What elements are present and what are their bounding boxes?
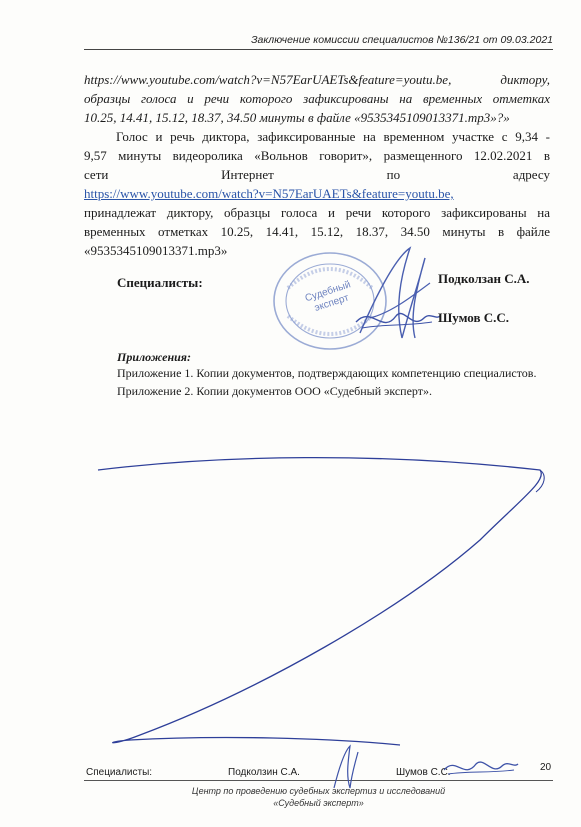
answer-link[interactable]: https://www.youtube.com/watch?v=N57EarUAETs&feature=youtu.be, xyxy=(84,186,454,201)
answer-word-address: адресу xyxy=(512,167,550,182)
answer-line-7: «9535345109013371.mp3» xyxy=(84,243,228,258)
specialist-1-name: Подколзан С.А. xyxy=(438,271,530,286)
footer-specialist-1: Подколзин С.А. xyxy=(228,767,300,778)
specialist-2-name: Шумов С.С. xyxy=(438,310,510,325)
appendix-title: Приложения: xyxy=(117,350,191,364)
answer-word-net: сети xyxy=(84,167,109,182)
answer-word-internet: Интернет xyxy=(221,167,274,182)
footer-specialists-label: Специалисты: xyxy=(86,767,153,778)
stamp-text: Судебный эксперт xyxy=(303,279,353,314)
page-number: 20 xyxy=(540,762,552,773)
answer-word-po: по xyxy=(386,167,401,182)
appendix-item-2: Приложение 2. Копии документов ООО «Судебный эксперт». xyxy=(117,384,433,398)
footer-signature-1 xyxy=(328,742,362,792)
footer-signature-2 xyxy=(440,752,520,782)
answer-line-6: временных отметках 10.25, 14.41, 15.12, 18.37, 34.50 минуты в файле xyxy=(84,224,550,239)
signatures-label: Специалисты: xyxy=(117,275,203,290)
question-line-3: 10.25, 14.41, 15.12, 18.37, 34.50 минуты в файле «9535345109013371.mp3»?» xyxy=(84,110,510,125)
footer-org-line-1: Центр по проведению судебных экспертиз и исследований xyxy=(191,786,446,796)
answer-line-2: 9,57 минуты видеоролика «Вольнов говорит», размещенного 12.02.2021 в xyxy=(84,148,550,163)
appendix-item-1: Приложение 1. Копии документов, подтверждающих компетенцию специалистов. xyxy=(117,366,537,380)
footer-org-line-2: «Судебный эксперт» xyxy=(273,798,364,808)
question-line-2: образцы голоса и речи которого зафиксированы на временных отметках xyxy=(84,91,550,106)
answer-line-1: Голос и речь диктора, зафиксированные на временном участке с 9,34 - xyxy=(116,129,550,144)
answer-line-5: принадлежат диктору, образцы голоса и речи которого зафиксированы на xyxy=(84,205,550,220)
footer-specialist-2: Шумов С.С. xyxy=(396,767,451,778)
question-line1-tail: диктору, xyxy=(500,72,550,87)
question-url: https://www.youtube.com/watch?v=N57EarUAETs&feature=youtu.be, xyxy=(84,72,452,87)
page-header: Заключение комиссии специалистов №136/21 от 09.03.2021 xyxy=(84,34,553,50)
